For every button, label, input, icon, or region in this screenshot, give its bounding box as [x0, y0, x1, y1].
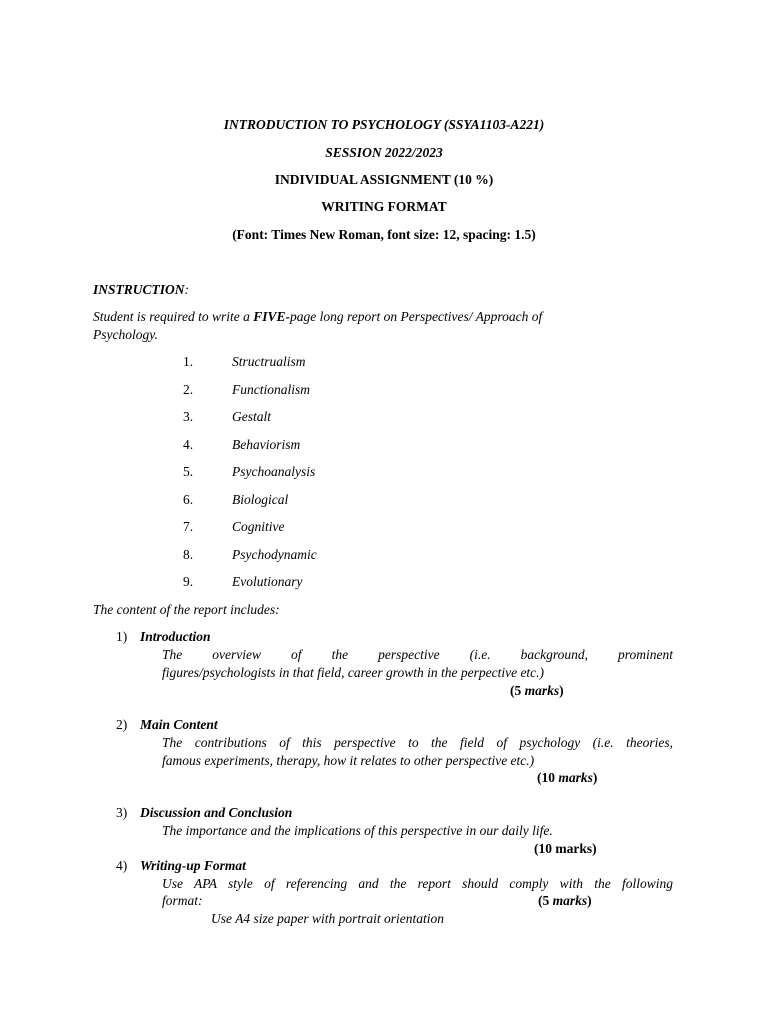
font-note: (Font: Times New Roman, font size: 12, spacing: 1.5) — [232, 227, 536, 242]
list-item-number: 3. — [183, 409, 194, 424]
instruction-text-line1 — [93, 308, 542, 326]
list-item-number: 5. — [183, 464, 194, 479]
section-text-line: figures/psychologists in that field, career growth in the perpective etc.) — [162, 665, 545, 680]
list-item: Functionalism — [232, 382, 310, 397]
marks-close: ) — [559, 683, 564, 698]
list-item-number: 2. — [183, 382, 194, 397]
instruction-text-after: page long report on Perspectives/ Approach of — [290, 309, 543, 324]
instruction-text-line2: Psychology. — [93, 327, 158, 342]
instruction-text-before: Student is required to write a — [93, 309, 254, 324]
instruction-text-bold: FIVE- — [253, 309, 291, 324]
section-number: 3) — [116, 805, 128, 820]
content-intro: The content of the report includes: — [93, 602, 280, 617]
list-item: Psychodynamic — [232, 547, 317, 562]
section-marks — [537, 769, 597, 787]
instruction-heading — [93, 281, 189, 299]
list-item: Cognitive — [232, 519, 285, 534]
course-title: INTRODUCTION TO PSYCHOLOGY (SSYA1103-A221) — [223, 117, 545, 132]
section-text-line: format: — [162, 893, 203, 908]
marks-word: marks — [524, 683, 560, 698]
section-title: Discussion and Conclusion — [140, 805, 293, 820]
section-text-line: The importance and the implications of this perspective in our daily life. — [162, 823, 553, 838]
marks-open: (5 — [510, 683, 525, 698]
section-number: 4) — [116, 858, 128, 873]
list-item: Behaviorism — [232, 437, 301, 452]
marks-open: (10 — [537, 770, 559, 785]
list-item-number: 8. — [183, 547, 194, 562]
list-item: Psychoanalysis — [232, 464, 316, 479]
assignment-title: INDIVIDUAL ASSIGNMENT (10 %) — [274, 172, 494, 187]
marks-word: marks — [558, 770, 593, 785]
instruction-label: INSTRUCTION — [93, 282, 185, 297]
section-text-line: The overview of the perspective (i.e. background, prominent — [162, 647, 673, 662]
section-text-line: The contributions of this perspective to the field of psychology (i.e. theories, — [162, 735, 673, 750]
section-number: 2) — [116, 717, 128, 732]
section-number: 1) — [116, 629, 128, 644]
list-item: Structrualism — [232, 354, 306, 369]
section-title: Writing-up Format — [140, 858, 246, 873]
list-item-number: 1. — [183, 354, 194, 369]
section-text-line: famous experiments, therapy, how it relates to other perspective etc.) — [162, 753, 535, 768]
list-item-number: 4. — [183, 437, 194, 452]
section-sub-item: Use A4 size paper with portrait orientation — [211, 911, 445, 926]
list-item-number: 7. — [183, 519, 194, 534]
list-item: Biological — [232, 492, 289, 507]
marks-close: ) — [587, 893, 592, 908]
section-marks — [510, 682, 564, 700]
writing-format-title: WRITING FORMAT — [321, 199, 447, 214]
section-text-line: Use APA style of referencing and the report should comply with the following — [162, 876, 673, 891]
list-item-number: 9. — [183, 574, 194, 589]
section-marks — [538, 892, 592, 910]
list-item: Evolutionary — [232, 574, 303, 589]
instruction-colon: : — [184, 282, 190, 297]
list-item: Gestalt — [232, 409, 271, 424]
section-marks: (10 marks) — [534, 841, 597, 856]
list-item-number: 6. — [183, 492, 194, 507]
section-title: Main Content — [140, 717, 218, 732]
marks-close: ) — [592, 770, 598, 785]
section-title: Introduction — [140, 629, 211, 644]
marks-open: (5 — [538, 893, 553, 908]
session-title: SESSION 2022/2023 — [325, 145, 443, 160]
marks-word: marks — [552, 893, 588, 908]
